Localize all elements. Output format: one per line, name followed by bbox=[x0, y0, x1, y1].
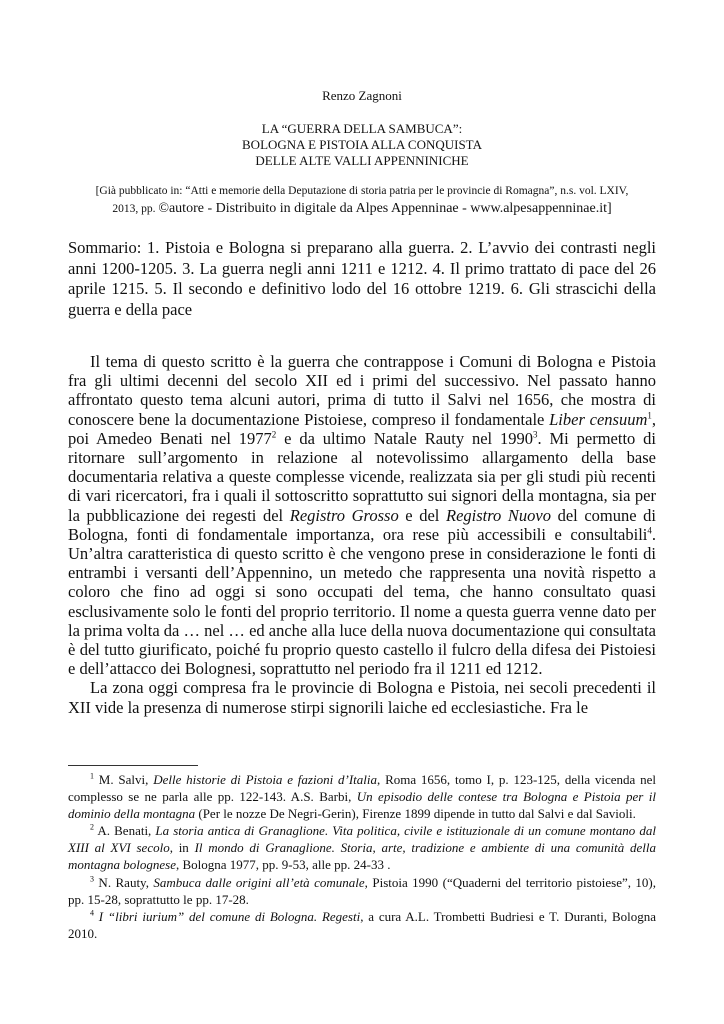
italic-run: I “libri iurium” del comune di Bologna. Regesti bbox=[98, 909, 361, 925]
footnote-ref-4[interactable]: 4 bbox=[647, 525, 652, 536]
footnote-ref-1[interactable]: 1 bbox=[647, 410, 652, 421]
italic-run: Registro Nuovo bbox=[445, 505, 551, 525]
italic-run: Il mondo di Granaglione. Storia, arte, tradizione e ambiente di una comunità della montagna bolognese bbox=[68, 840, 656, 872]
italic-run: Delle historie di Pistoia e fazioni d’Italia bbox=[153, 772, 378, 787]
italic-run: Sambuca dalle origini all’età comunale bbox=[153, 874, 365, 890]
text-run: , a cura A.L. Trombetti Budriesi e T. Duranti, Bologna 2010. bbox=[68, 909, 657, 942]
text-run: M. Salvi, bbox=[94, 772, 154, 787]
publication-info bbox=[68, 183, 656, 218]
footnote-1 bbox=[68, 772, 656, 822]
footnote-number: 3 bbox=[90, 874, 94, 884]
summary: Sommario: 1. Pistoia e Bologna si preparano alla guerra. 2. L’avvio dei contrasti negli anni 1200-1205. 3. La guerra negli anni 1211 e 1212. 4. Il primo trattato di pace del 26 aprile 1215. 5. Il secondo e definitivo lodo del 16 ottobre 1219. 6. Gli strascichi della guerra e della pace bbox=[68, 238, 656, 319]
text-run: , poi Amedeo Benati nel 1977 bbox=[68, 409, 656, 448]
text-run: , Pistoia 1990 (“Quaderni del territorio pistoiese”, 10), pp. 15-28, soprattutto le pp. 17-28. bbox=[68, 874, 656, 907]
text-run: , in bbox=[169, 840, 195, 856]
footnote-3 bbox=[68, 875, 656, 909]
footnote-4 bbox=[68, 909, 656, 943]
text-run: e del bbox=[398, 505, 446, 525]
title-line: DELLE ALTE VALLI APPENNINICHE bbox=[255, 153, 469, 168]
paragraph-1 bbox=[68, 352, 656, 678]
footnote-ref-3[interactable]: 3 bbox=[533, 429, 538, 440]
publication-copyright: ©autore - Distribuito in digitale da Alpes Appenninae - www.alpesappenninae.it] bbox=[158, 201, 612, 216]
text-run: Il tema di questo scritto è la guerra che contrappose i Comuni di Bologna e Pistoia fra gli ultimi decenni del secolo XII ed i primi del successivo. Nel passato hanno affrontato questo tema alcuni autori, prima di tutto il Salvi nel 1656, che mostra di conoscere bene la documentazione Pistoiese, compreso il fondamentale bbox=[68, 352, 656, 429]
footnote-2 bbox=[68, 823, 656, 873]
footnotes bbox=[68, 772, 656, 944]
text-run: . Mi permetto di ritornare sull’argomento in relazione al notevolissimo allargamento della base documentaria relativa a queste complesse vicende, realizzata sia per gli studi più recenti di vari ricercatori, fra i quali il sottoscritto soprattutto sui signori della montagna, sia per la pubblicazione dei regesti del bbox=[68, 428, 656, 525]
paragraph-2: La zona oggi compresa fra le provincie di Bologna e Pistoia, nei secoli precedenti il XII vide la presenza di numerose stirpi signorili laiche ed ecclesiastiche. Fra le bbox=[68, 678, 656, 717]
italic-run: Liber censuum bbox=[549, 409, 648, 429]
italic-run: Un episodio delle contese tra Bologna e Pistoia per il dominio della montagna bbox=[68, 788, 656, 821]
publication-pages: 2013, pp. bbox=[112, 203, 159, 215]
text-run: del comune di Bologna, fonti di fondamentale importanza, ora rese più accessibili e consultabili bbox=[68, 505, 656, 544]
publication-line-2 bbox=[68, 200, 656, 218]
italic-run: La storia antica di Granaglione. Vita politica, civile e istituzionale di un comune montano dal XIII al XVI secolo bbox=[68, 823, 656, 856]
title-line: BOLOGNA E PISTOIA ALLA CONQUISTA bbox=[242, 137, 482, 152]
text-run: A. Benati, bbox=[94, 823, 156, 839]
text-run: , Roma 1656, tomo I, p. 123-125, della vicenda nel complesso se ne parla alle pp. 122-143. A.S. Barbi, bbox=[68, 772, 656, 804]
title-line: LA “GUERRA DELLA SAMBUCA”: bbox=[261, 121, 463, 136]
author-name: Renzo Zagnoni bbox=[322, 88, 402, 103]
text-run: (Per le nozze De Negri-Gerin), Firenze 1899 dipende in tutto dal Salvi e dal Savioli. bbox=[195, 805, 636, 821]
text-run: , Bologna 1977, pp. 9-53, alle pp. 24-33 . bbox=[175, 856, 391, 872]
text-run: . Un’altra caratteristica di questo scritto è che vengono prese in considerazione le fonti di entrambi i versanti dell’Appennino, un metedo che rappresenta una novità rispetto a coloro che fino ad oggi si sono occupati del tema, che hanno consultato quasi esclusivamente solo le fonti del proprio territorio. Il nome a questa guerra venne dato per la prima volta da … nel … ed anche alla luce della nuova documentazione qui consultata è del tutto giurificato, poiché fu proprio questo castello il fulcro della difesa dei Pistoiesi e dell’attacco dei Bolognesi, soprattutto nel periodo fra il 1211 ed 1212. bbox=[68, 524, 656, 679]
article-title bbox=[68, 121, 656, 169]
footnote-separator bbox=[68, 765, 198, 766]
body-text bbox=[68, 352, 656, 717]
footnote-number: 2 bbox=[90, 823, 94, 833]
italic-run: Registro Grosso bbox=[289, 505, 399, 525]
footnote-ref-2[interactable]: 2 bbox=[271, 429, 277, 440]
text-run: N. Rauty, bbox=[94, 874, 154, 890]
footnote-number: 1 bbox=[90, 771, 94, 781]
text-run: e da ultimo Natale Rauty nel 1990 bbox=[276, 428, 534, 448]
footnote-number: 4 bbox=[90, 909, 94, 919]
publication-line-1: [Già pubblicato in: “Atti e memorie della Deputazione di storia patria per le provincie di Romagna”, n.s. vol. LXIV, bbox=[95, 185, 629, 197]
